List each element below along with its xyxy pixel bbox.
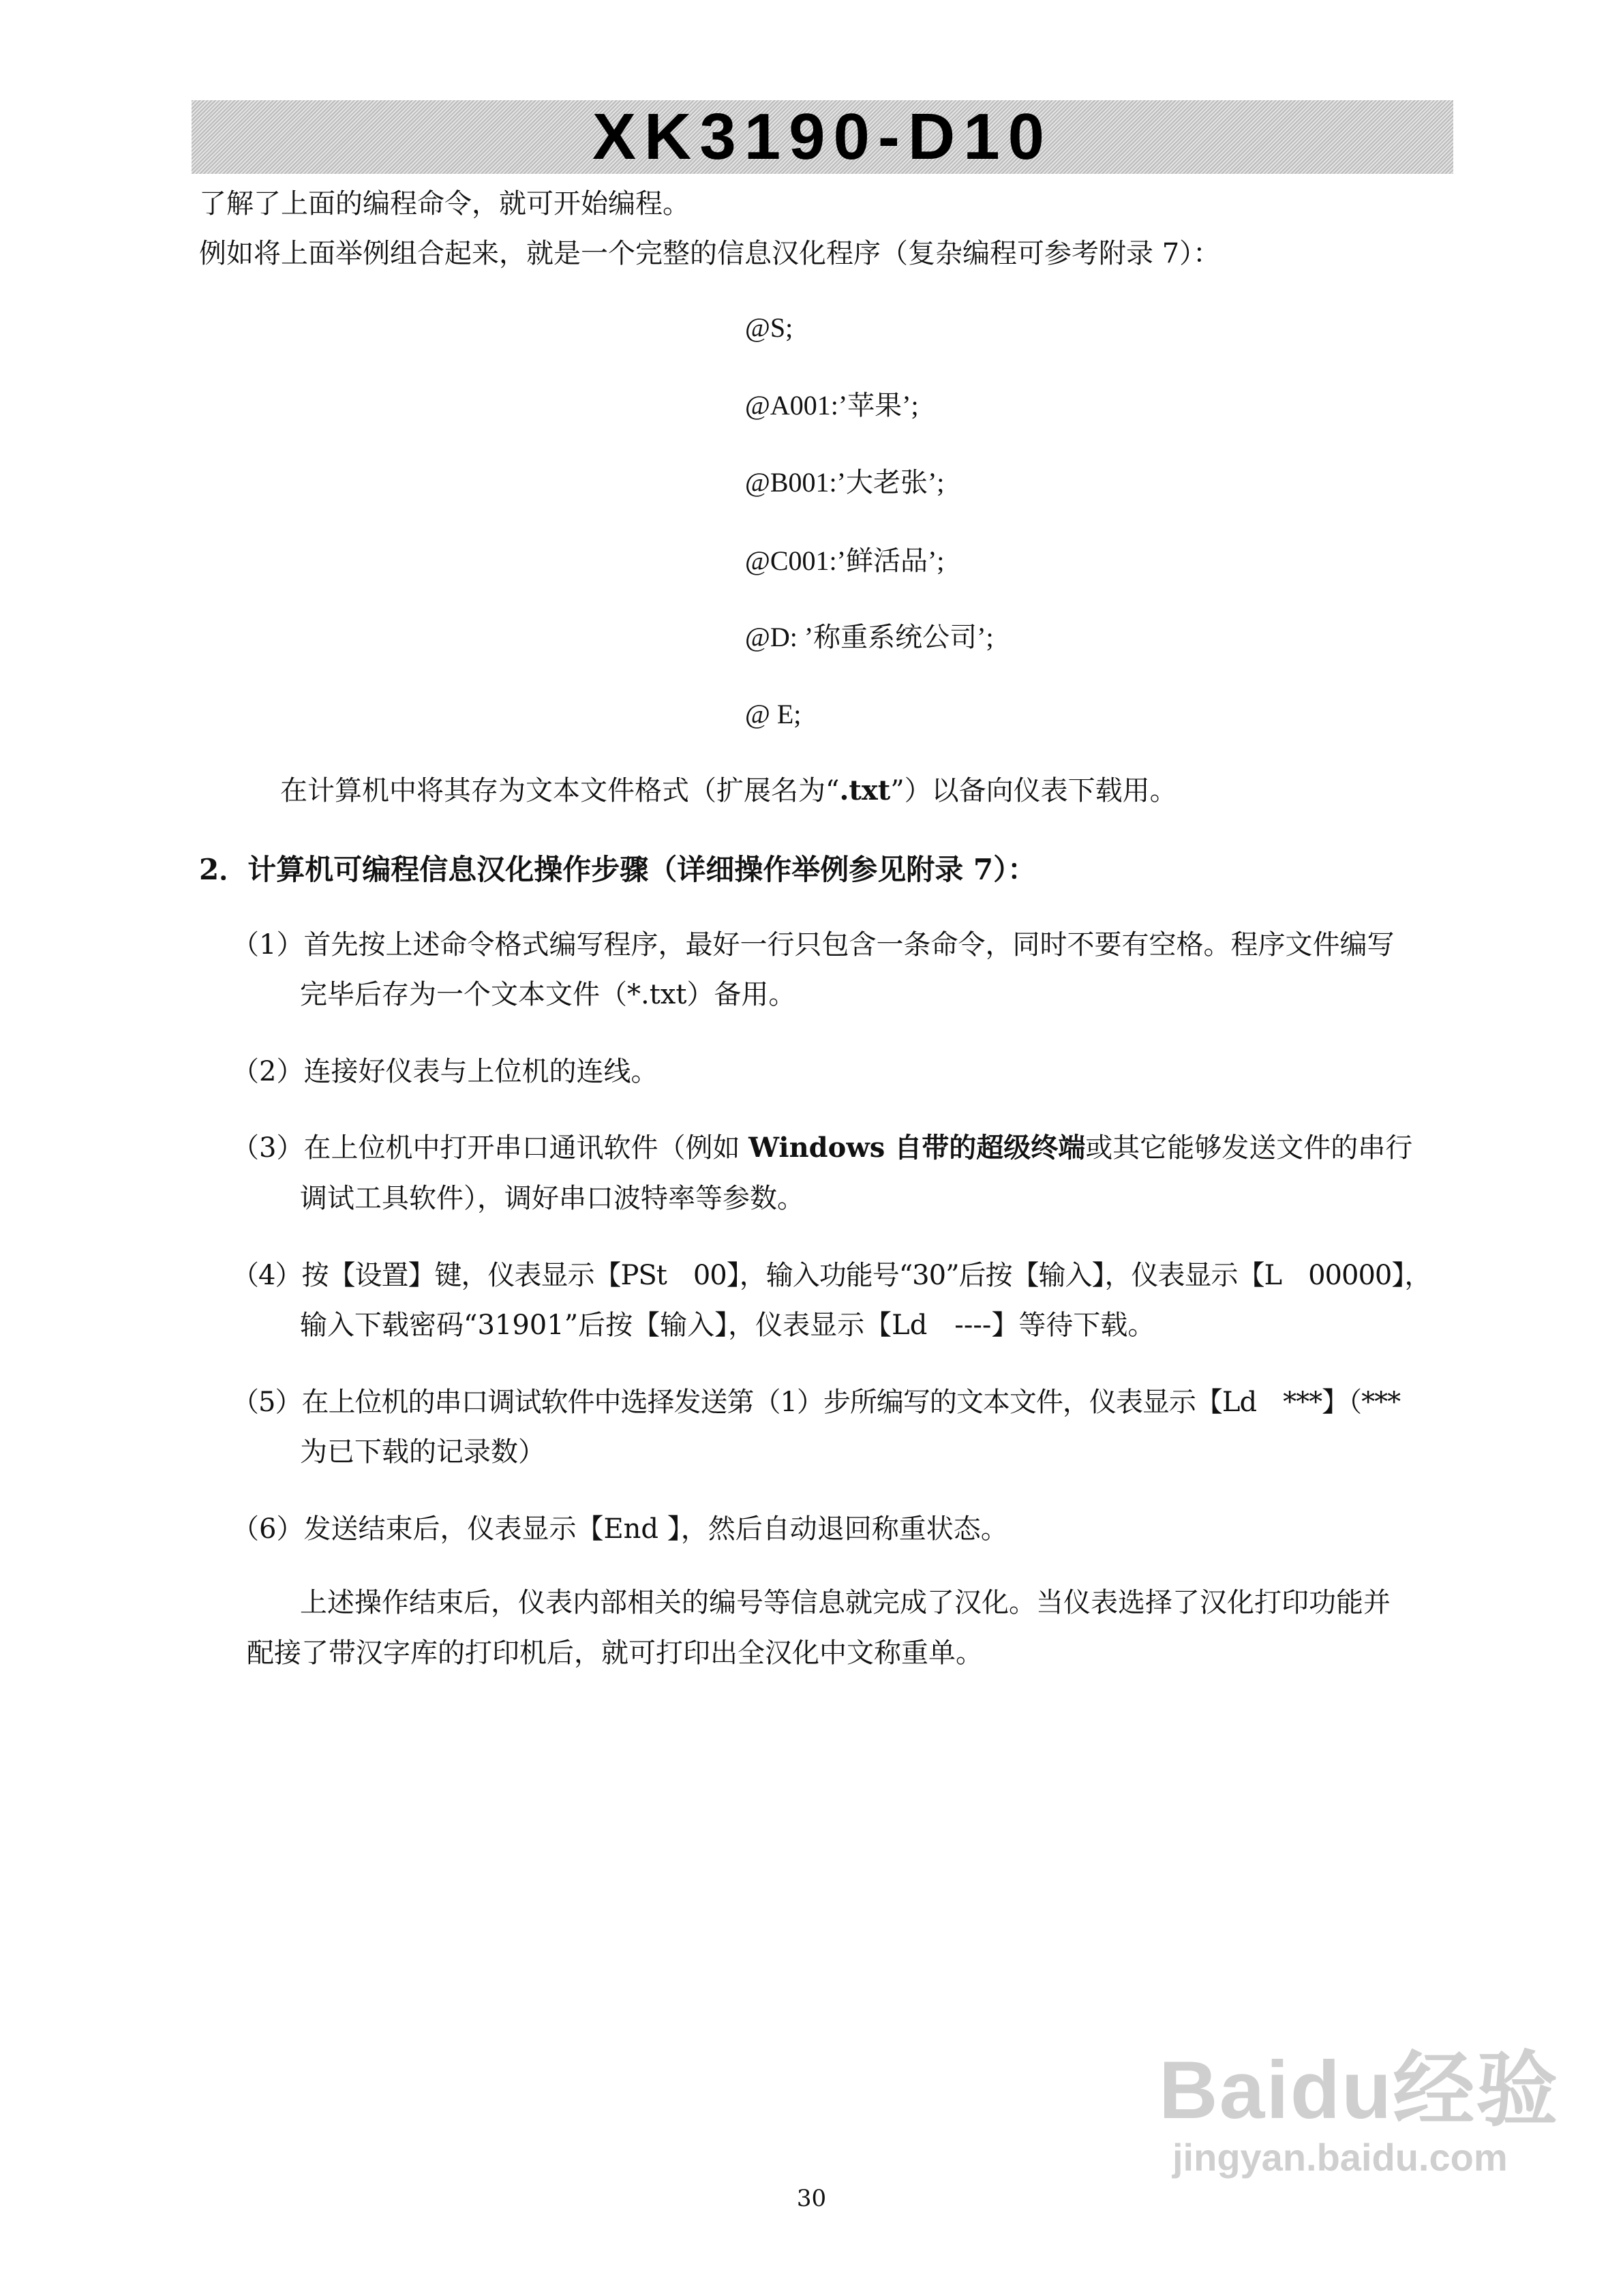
step-4-cont: 输入下载密码“31901”后按【输入】，仪表显示【Ld ----】等待下载。 [300,1310,1155,1341]
intro-line: 例如将上面举例组合起来，就是一个完整的信息汉化程序（复杂编程可参考附录 7）： [199,238,1221,269]
step-3-bold: Windows 自带的超级终端 [748,1132,1086,1164]
code-line: @ E; [745,699,802,729]
step-4: （4）按【设置】键，仪表显示【PSt 00】，输入功能号“30”后按【输入】，仪表显示【L 00000】， [232,1260,1431,1291]
step-3-cont: 调试工具软件），调好串口波特率等参数。 [300,1183,804,1214]
step-6: （6）发送结束后，仪表显示【End 】，然后自动退回称重状态。 [232,1513,1008,1545]
code-line: @S; [745,312,793,343]
step-5: （5）在上位机的串口调试软件中选择发送第（1）步所编写的文本文件，仪表显示【Ld ***】（*** [232,1387,1401,1418]
step-2: （2）连接好仪表与上位机的连线。 [232,1056,658,1087]
save-note [280,774,1177,807]
code-line: @A001:’苹果’; [745,390,919,421]
page-number: 30 [796,2185,827,2212]
step-5-cont: 为已下载的记录数） [300,1436,545,1468]
save-note-text: ”）以备向仪表下载用。 [890,775,1177,806]
intro-line: 了解了上面的编程命令，就可开始编程。 [199,188,690,220]
section-heading: 2．计算机可编程信息汉化操作步骤（详细操作举例参见附录 7）： [199,853,1037,886]
code-line: @D: ’称重系统公司’; [745,622,994,652]
step-1-cont: 完毕后存为一个文本文件（*.txt）备用。 [300,979,796,1010]
code-line: @C001:’鲜活品’; [745,545,945,576]
step-1: （1）首先按上述命令格式编写程序，最好一行只包含一条命令，同时不要有空格。程序文件编写 [232,929,1395,961]
baidu-logo: Baidu经验 [1159,2044,1560,2136]
step-3-text: 或其它能够发送文件的串行 [1085,1132,1413,1164]
step-3 [232,1132,1412,1164]
closing-line: 配接了带汉字库的打印机后，就可打印出全汉化中文称重单。 [247,1637,983,1669]
header-band [192,100,1453,174]
save-note-text: 在计算机中将其存为文本文件格式（扩展名为“ [280,775,840,806]
code-line: @B001:’大老张’; [745,467,945,498]
closing-line: 上述操作结束后，仪表内部相关的编号等信息就完成了汉化。当仪表选择了汉化打印功能并 [300,1587,1391,1618]
watermark-url: jingyan.baidu.com [1172,2136,1508,2179]
baidu-watermark [1159,2025,1559,2179]
step-3-text: （3）在上位机中打开串口通讯软件（例如 [232,1132,749,1164]
document-title: XK3190-D10 [592,100,1052,173]
file-extension: .txt [839,774,891,806]
